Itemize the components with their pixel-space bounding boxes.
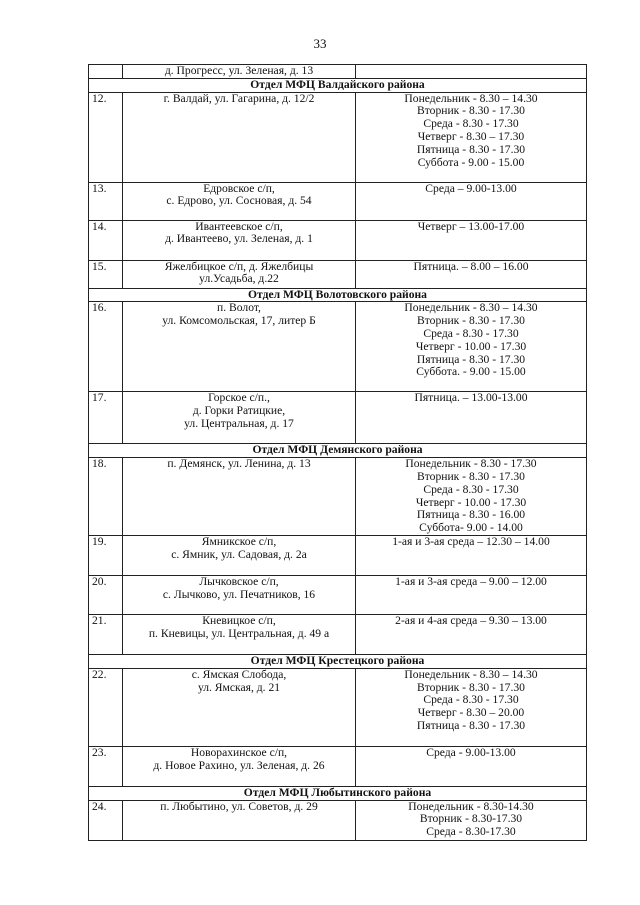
table-row	[89, 575, 587, 614]
address-line: с. Лычково, ул. Печатников, 16	[162, 587, 316, 601]
address-line: Едровское с/п,	[203, 181, 275, 195]
row-number	[89, 65, 123, 79]
address-cell	[123, 614, 356, 654]
address-cell	[123, 65, 356, 79]
table-row	[89, 668, 587, 746]
mfc-schedule-table	[88, 64, 587, 841]
address-line: п. Демянск, ул. Ленина, д. 13	[167, 457, 311, 471]
address-line: Горское с/п.,	[208, 391, 270, 405]
hours-line: Вторник - 8.30 - 17.30	[417, 469, 525, 483]
hours-line: Пятница. – 8.00 – 16.00	[413, 259, 529, 273]
hours-cell	[356, 92, 587, 182]
address-line: с. Едрово, ул. Сосновая, д. 54	[166, 194, 312, 208]
table-row	[89, 260, 587, 288]
hours-cell	[356, 614, 587, 654]
hours-line: Понедельник - 8.30 - 17.30	[405, 457, 537, 471]
table-row	[89, 614, 587, 654]
address-cell	[123, 302, 356, 392]
hours-line: Среда - 8.30 - 17.30	[423, 693, 519, 707]
table-row	[89, 458, 587, 536]
row-number: 15.	[89, 260, 123, 288]
page-number: 33	[313, 36, 327, 51]
address-line: п. Волот,	[217, 301, 261, 315]
hours-line: Пятница - 8.30 - 16.00	[416, 508, 526, 522]
table-row	[89, 800, 587, 840]
table-row	[89, 302, 587, 392]
address-cell	[123, 182, 356, 220]
section-title: Отдел МФЦ Демянского района	[89, 444, 587, 458]
hours-line: Вторник - 8.30-17.30	[419, 812, 523, 826]
section-title: Отдел МФЦ Крестецкого района	[89, 654, 587, 668]
address-cell	[123, 92, 356, 182]
hours-cell	[356, 65, 587, 79]
hours-line: Четверг - 10.00 - 17.30	[415, 339, 527, 353]
address-cell	[123, 575, 356, 614]
hours-line: Пятница - 8.30 - 17.30	[416, 142, 526, 156]
hours-line: Понедельник - 8.30-14.30	[408, 799, 534, 813]
address-cell	[123, 746, 356, 786]
hours-line: Суббота. - 9.00 - 15.00	[416, 365, 526, 379]
row-number: 14.	[89, 220, 123, 260]
hours-line: 1-ая и 3-ая среда – 12.30 – 14.00	[392, 534, 550, 548]
hours-line: 2-ая и 4-ая среда – 9.30 – 13.00	[395, 613, 547, 627]
hours-line: Понедельник - 8.30 – 14.30	[404, 301, 538, 315]
row-number: 19.	[89, 535, 123, 575]
address-line: ул. Комсомольская, 17, литер Б	[162, 314, 316, 328]
table-row	[89, 220, 587, 260]
hours-line: Пятница - 8.30 - 17.30	[416, 352, 526, 366]
section-header-row	[89, 444, 587, 458]
hours-cell	[356, 182, 587, 220]
section-header-row	[89, 78, 587, 92]
section-title: Отдел МФЦ Валдайского района	[89, 78, 587, 92]
address-line: Новорахинское с/п,	[190, 745, 288, 759]
address-cell	[123, 458, 356, 536]
hours-line: Понедельник - 8.30 – 14.30	[404, 91, 538, 105]
address-line: Кневицкое с/п,	[202, 613, 276, 627]
table-body	[89, 65, 587, 841]
hours-line: Среда - 9.00-13.00	[426, 745, 516, 759]
hours-line: Четверг – 13.00-17.00	[417, 219, 525, 233]
address-cell	[123, 800, 356, 840]
section-title: Отдел МФЦ Волотовского района	[89, 288, 587, 302]
hours-line: Четверг - 10.00 - 17.30	[415, 495, 527, 509]
hours-line: Четверг - 8.30 – 20.00	[417, 706, 525, 720]
address-line: ул. Ямская, д. 21	[197, 680, 281, 694]
address-cell	[123, 260, 356, 288]
hours-cell	[356, 746, 587, 786]
row-number: 18.	[89, 458, 123, 536]
table-row	[89, 392, 587, 444]
address-line: Ямникское с/п,	[201, 534, 277, 548]
table-row	[89, 535, 587, 575]
hours-cell	[356, 220, 587, 260]
address-line: ул. Центральная, д. 17	[184, 416, 294, 430]
row-number: 16.	[89, 302, 123, 392]
row-number: 13.	[89, 182, 123, 220]
hours-cell	[356, 535, 587, 575]
address-line: д. Прогресс, ул. Зеленая, д. 13	[164, 64, 314, 77]
hours-line: Пятница. – 13.00-13.00	[414, 391, 528, 405]
section-header-row	[89, 786, 587, 800]
hours-line: Суббота- 9.00 - 14.00	[419, 521, 523, 535]
hours-cell	[356, 458, 587, 536]
address-line: с. Ямская Слобода,	[191, 667, 287, 681]
address-cell	[123, 392, 356, 444]
section-header-row	[89, 288, 587, 302]
row-number: 22.	[89, 668, 123, 746]
address-line: д. Горки Ратицкие,	[192, 404, 286, 418]
address-line: Ивантеевское с/п,	[195, 219, 283, 233]
address-line: д. Ивантеево, ул. Зеленая, д. 1	[165, 232, 313, 246]
hours-line: Понедельник - 8.30 – 14.30	[404, 667, 538, 681]
hours-line: Вторник - 8.30 - 17.30	[417, 104, 525, 118]
hours-line: Суббота - 9.00 - 15.00	[417, 155, 525, 169]
section-header-row	[89, 654, 587, 668]
address-line: с. Ямник, ул. Садовая, д. 2а	[171, 547, 307, 561]
address-cell	[123, 535, 356, 575]
hours-line: Вторник - 8.30 - 17.30	[417, 680, 525, 694]
hours-cell	[356, 392, 587, 444]
hours-cell	[356, 302, 587, 392]
address-line: ул.Усадьба, д.22	[199, 272, 279, 286]
hours-line: Четверг - 8.30 – 17.30	[417, 129, 525, 143]
row-number: 12.	[89, 92, 123, 182]
address-line: г. Валдай, ул. Гагарина, д. 12/2	[163, 91, 315, 105]
table-row	[89, 65, 587, 79]
row-number: 20.	[89, 575, 123, 614]
address-line: д. Новое Рахино, ул. Зеленая, д. 26	[153, 758, 325, 772]
hours-cell	[356, 575, 587, 614]
hours-line: Пятница - 8.30 - 17.30	[416, 718, 526, 732]
row-number: 17.	[89, 392, 123, 444]
table-row	[89, 746, 587, 786]
row-number: 24.	[89, 800, 123, 840]
table-row	[89, 92, 587, 182]
address-line: п. Кневицы, ул. Центральная, д. 49 а	[148, 626, 330, 640]
hours-line: Среда - 8.30-17.30	[426, 825, 516, 839]
hours-line: Среда - 8.30 - 17.30	[423, 326, 519, 340]
address-cell	[123, 668, 356, 746]
section-title: Отдел МФЦ Любытинского района	[89, 786, 587, 800]
hours-line: Среда - 8.30 - 17.30	[423, 117, 519, 131]
address-cell	[123, 220, 356, 260]
table-row	[89, 182, 587, 220]
hours-line: 1-ая и 3-ая среда – 9.00 – 12.00	[395, 574, 547, 588]
hours-cell	[356, 668, 587, 746]
hours-line: Среда – 9.00-13.00	[425, 181, 517, 195]
row-number: 21.	[89, 614, 123, 654]
address-line: Лычковское с/п,	[199, 574, 279, 588]
hours-line: Вторник - 8.30 - 17.30	[417, 314, 525, 328]
address-line: п. Любытино, ул. Советов, д. 29	[160, 799, 318, 813]
hours-cell	[356, 800, 587, 840]
row-number: 23.	[89, 746, 123, 786]
hours-line: Среда - 8.30 - 17.30	[423, 482, 519, 496]
hours-cell	[356, 260, 587, 288]
address-line: Яжелбицкое с/п, д. Яжелбицы	[164, 259, 314, 273]
